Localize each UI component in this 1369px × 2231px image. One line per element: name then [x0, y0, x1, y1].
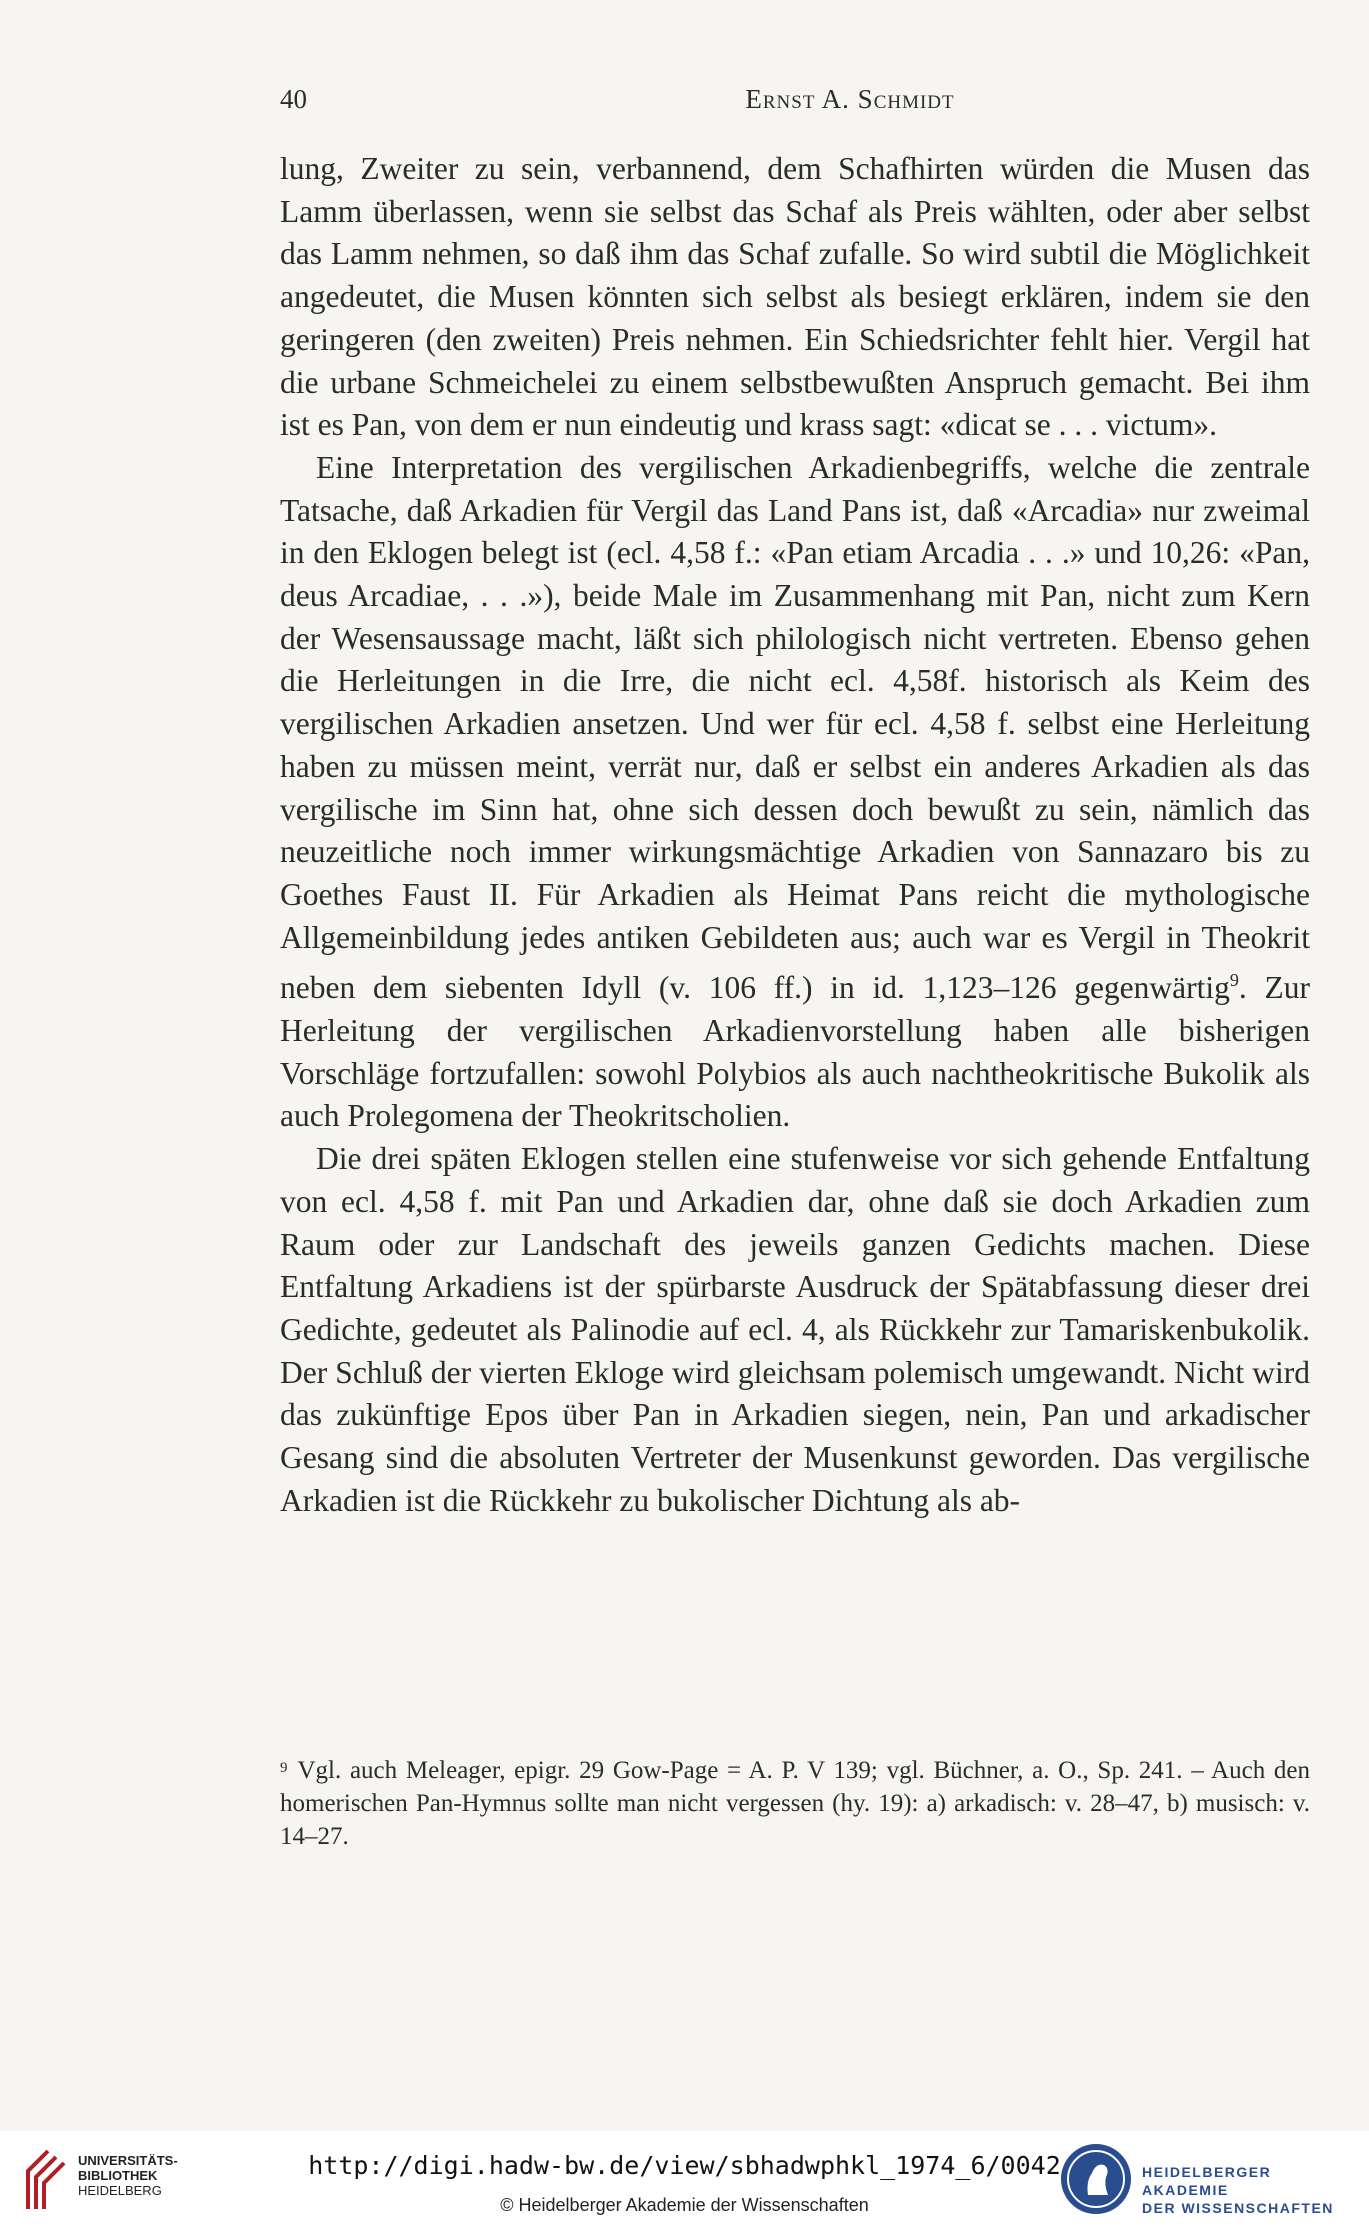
footnote-marker: 9 — [280, 1760, 288, 1776]
copyright-notice: © Heidelberger Akademie der Wissenschaften — [500, 2195, 869, 2215]
body-text — [280, 148, 1310, 1523]
footnote-reference[interactable]: 9 — [1229, 970, 1239, 991]
footnote-text: Vgl. auch Meleager, epigr. 29 Gow-Page = A. P. V 139; vgl. Büchner, a. O., Sp. 241. – Auch den homerischen Pan-Hymnus sollte man nicht vergessen (hy. 19): a) arkadisch: v. 28–47, b) musisch: v. 14–27. — [280, 1757, 1310, 1850]
page-header — [280, 84, 1310, 124]
paragraph-2-text: Eine Interpretation des vergilischen Arkadienbegriffs, welche die zentrale Tatsache, daß Arkadien für Vergil das Land Pans ist, daß «Arcadia» nur zweimal in den Eklogen belegt ist (ecl. 4,58 f.: «Pan etiam Arcadia . . .» und 10,26: «Pan, deus Arcadiae, . . .»), beide Male im Zusammenhang mit Pan, nicht zum Kern der Wesensaussage macht, läßt sich philologisch nicht vertreten. Ebenso gehen die Herleitungen in die Irre, die nicht ecl. 4,58f. historisch als Keim des vergilischen Arkadien ansetzen. Und wer für ecl. 4,58 f. selbst eine Herleitung haben zu müssen meint, verrät nur, daß er selbst ein anderes Arkadien als das vergilische im Sinn hat, ohne sich dessen doch bewußt zu sein, nämlich das neuzeitliche noch immer wirkungsmächtige Arkadien von Sannazaro bis zu Goethes Faust II. Für Arkadien als Heimat Pans reicht die mythologische Allgemeinbildung jedes antiken Gebildeten aus; auch war es Vergil in Theokrit neben dem siebenten Idyll (v. 106 ff.) in id. 1,123–126 gegenwärtig — [280, 449, 1310, 1006]
academy-name — [1142, 2163, 1358, 2217]
paragraph-3: Die drei späten Eklogen stellen eine stufenweise vor sich gehende Entfaltung von ecl. 4,58 f. mit Pan und Arkadien dar, ohne daß sie doch Arkadien zum Raum oder zur Landschaft des jeweils ganzen Gedichts machen. Diese Entfaltung Arkadiens ist der spürbarste Ausdruck der Spätabfassung dieser drei Gedichte, gedeutet als Palinodie auf ecl. 4, als Rückkehr zur Tamariskenbukolik. Der Schluß der vierten Ekloge wird gleichsam polemisch umgewandt. Nicht wird das zukünftige Epos über Pan in Arkadien siegen, nein, Pan und arkadischer Gesang sind die absoluten Vertreter der Musenkunst geworden. Das vergilische Arkadien ist die Rückkehr zu bukolischer Dichtung als ab- — [280, 1141, 1310, 1518]
paragraph-2-text-cont: . Zur Herleitung der vergilischen Arkadienvorstellung haben alle bisherigen Vorschläge fortzufallen: sowohl Polybios als auch nachtheokritische Bukolik als auch Prolegomena der Theokritscholien. — [280, 970, 1310, 1134]
library-name-line2: BIBLIOTHEK — [78, 2168, 158, 2183]
library-name-line1: UNIVERSITÄTS- — [78, 2153, 178, 2168]
paragraph-1: lung, Zweiter zu sein, verbannend, dem Schafhirten würden die Musen das Lamm überlassen, wenn sie selbst das Schaf als Preis wählten, oder aber selbst das Lamm nehmen, so daß ihm das Schaf zufalle. So wird subtil die Möglichkeit angedeutet, die Musen könnten sich selbst als besiegt erklären, indem sie den geringeren (den zweiten) Preis nehmen. Ein Schiedsrichter fehlt hier. Vergil hat die urbane Schmeichelei zu einem selbstbewußten Anspruch gemacht. Bei ihm ist es Pan, von dem er nun eindeutig und krass sagt: «dicat se . . . victum». — [280, 151, 1310, 443]
paragraph-2 — [280, 447, 1310, 1138]
footer-bar — [0, 2131, 1369, 2231]
page-number: 40 — [280, 84, 307, 114]
academy-seal-icon — [1058, 2141, 1134, 2217]
footnote — [280, 1752, 1310, 1853]
footnotes — [280, 1752, 1310, 1853]
library-name-line3: HEIDELBERG — [78, 2183, 162, 2198]
running-head: Ernst A. Schmidt — [745, 84, 955, 114]
academy-name-line1: HEIDELBERGER AKADEMIE — [1142, 2164, 1272, 2198]
source-url-link[interactable]: http://digi.hadw-bw.de/view/sbhadwphkl_1974_6/0042 — [308, 2151, 1061, 2180]
academy-name-line2: DER WISSENSCHAFTEN — [1142, 2200, 1334, 2216]
academy-logo[interactable] — [1058, 2141, 1358, 2221]
